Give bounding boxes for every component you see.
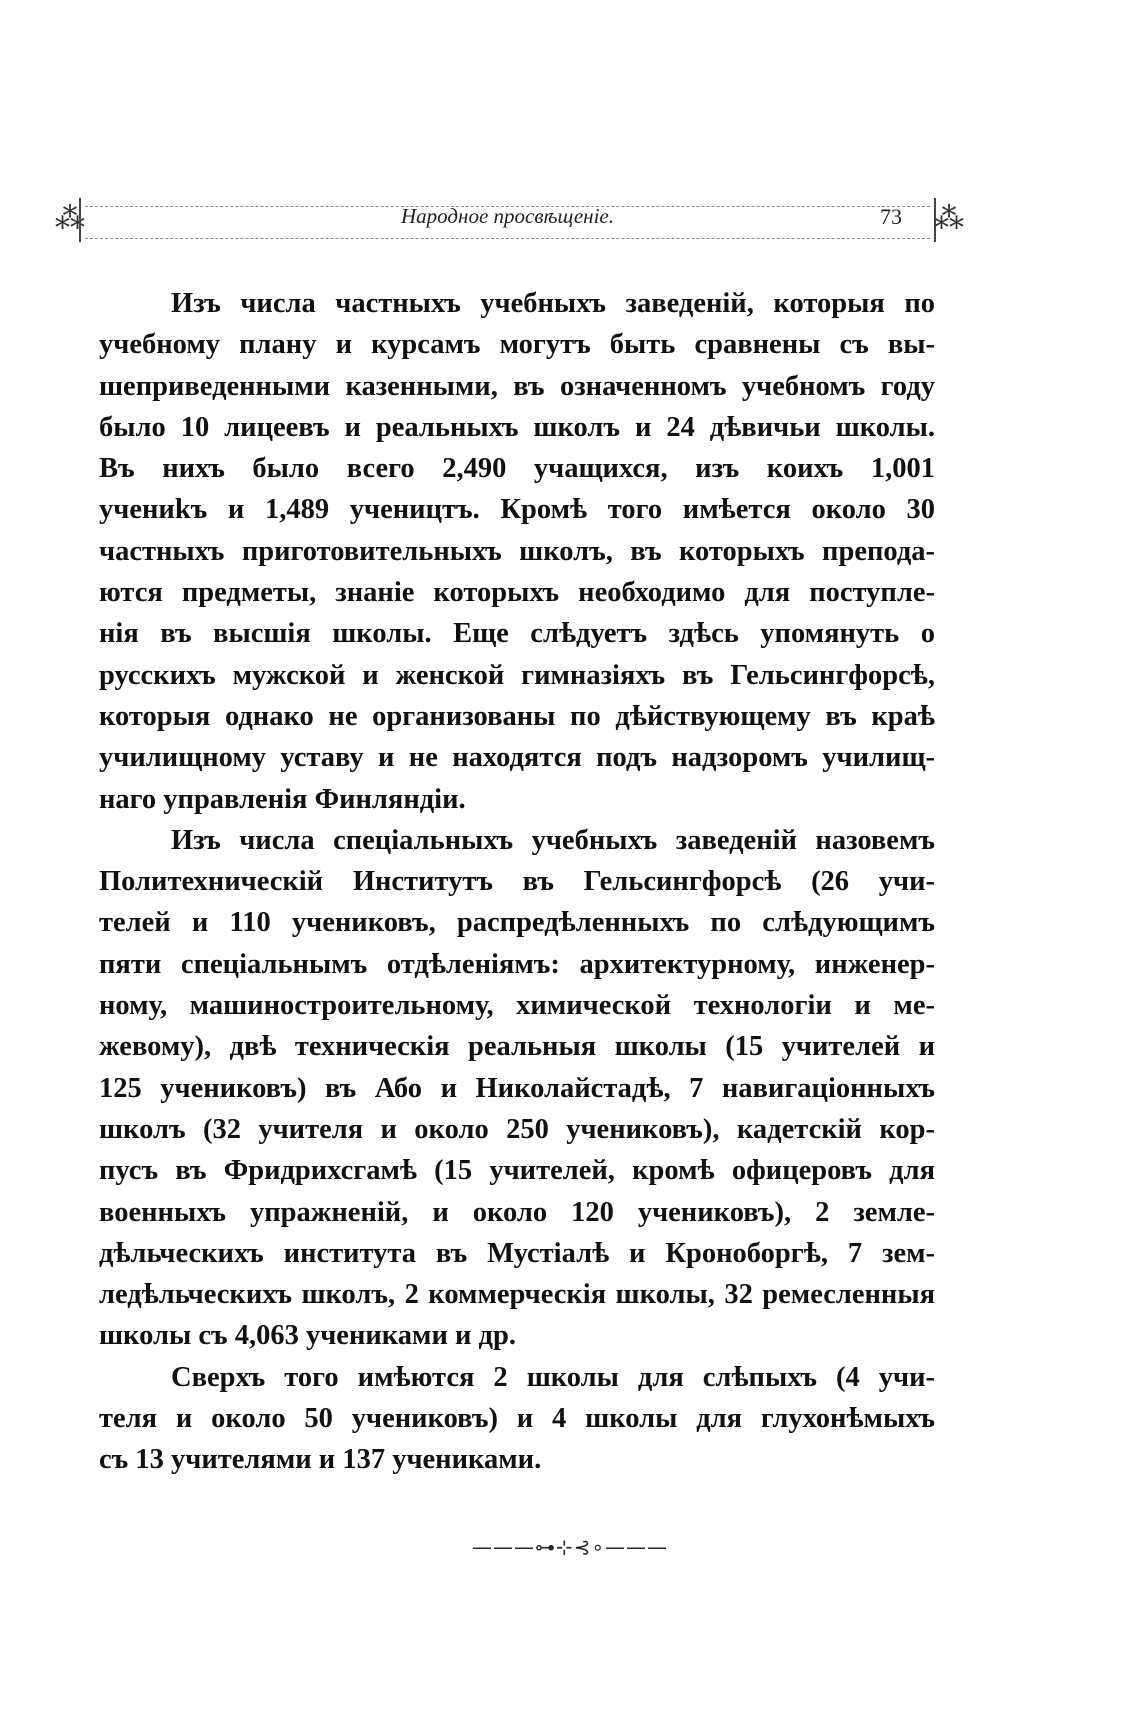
text-line: теля и около 50 учениковъ) и 4 школы для глухонѣмыхъ bbox=[99, 1403, 935, 1435]
text-line: жевому), двѣ техническія реальныя школы (15 учителей и bbox=[99, 1031, 935, 1063]
text-line: частныхъ приготовительныхъ школъ, въ которыхъ препода- bbox=[99, 535, 935, 567]
text-line: наго управленія Финляндіи. bbox=[99, 783, 466, 815]
text-line: Изъ числа спеціальныхъ учебныхъ заведеній назовемъ bbox=[171, 824, 935, 856]
paragraph-3 bbox=[99, 1357, 935, 1481]
text-line: школы съ 4,063 учениками и др. bbox=[99, 1320, 516, 1352]
text-line: учениkъ и 1,489 учеництъ. Кромѣ того имѣется около 30 bbox=[99, 494, 935, 526]
text-line: пусъ въ Фридрихсгамѣ (15 учителей, кромѣ офицеровъ для bbox=[99, 1155, 935, 1187]
text-line: телей и 110 учениковъ, распредѣленныхъ по слѣдующимъ bbox=[99, 907, 935, 939]
page-number: 73 bbox=[880, 204, 902, 229]
text-line: Въ нихъ было всего 2,490 учащихся, изъ коихъ 1,001 bbox=[99, 453, 935, 485]
text-line: шеприведенными казенными, въ означенномъ учебномъ году bbox=[99, 370, 935, 402]
text-line: съ 13 учителями и 137 учениками. bbox=[99, 1444, 542, 1476]
header-ornament-right-icon: ⁂ bbox=[934, 201, 964, 236]
text-line: которыя однако не организованы по дѣйствующему въ краѣ bbox=[99, 700, 935, 732]
running-header bbox=[55, 190, 964, 250]
text-line: Сверхъ того имѣются 2 школы для слѣпыхъ (4 учи- bbox=[171, 1361, 935, 1393]
text-line: нія въ высшія школы. Еще слѣдуетъ здѣсь упомянуть о bbox=[99, 618, 935, 650]
text-line: русскихъ мужской и женской гимназіяхъ въ Гельсингфорсѣ, bbox=[99, 659, 935, 691]
paragraph-2 bbox=[99, 820, 935, 1357]
text-line: Изъ числа частныхъ учебныхъ заведеній, которыя по bbox=[171, 288, 935, 319]
text-line: училищному уставу и не находятся подъ надзоромъ училищ- bbox=[99, 742, 935, 774]
paragraph-1 bbox=[99, 283, 935, 820]
text-line: ются предметы, знаніе которыхъ необходимо для поступле- bbox=[99, 577, 935, 609]
header-ornament-left-icon: ⁂ bbox=[55, 201, 85, 236]
text-line: дѣльческихъ института въ Мустіалѣ и Кроноборгѣ, 7 зем- bbox=[99, 1237, 935, 1269]
header-rule-bottom bbox=[85, 238, 930, 239]
text-line: ледѣльческихъ школъ, 2 коммерческія школы, 32 ремесленныя bbox=[99, 1279, 935, 1311]
text-line: 125 учениковъ) въ Або и Николайстадѣ, 7 навигаціонныхъ bbox=[99, 1072, 935, 1104]
running-title: Народное просвѣщеніе. bbox=[401, 204, 614, 228]
text-line: ному, машиностроительному, химической технологіи и ме- bbox=[99, 990, 935, 1022]
text-line: было 10 лицеевъ и реальныхъ школъ и 24 дѣвичьи школы. bbox=[99, 411, 935, 443]
text-line: учебному плану и курсамъ могутъ быть сравнены съ вы- bbox=[99, 329, 935, 361]
end-ornament-icon: ———⊶⊹⊰∘——— bbox=[471, 1535, 669, 1559]
text-line: военныхъ упражненій, и около 120 учениковъ), 2 земле- bbox=[99, 1196, 935, 1228]
text-line: Политехническій Институтъ въ Гельсингфорсѣ (26 учи- bbox=[99, 866, 935, 898]
body-text bbox=[99, 283, 935, 1481]
text-line: школъ (32 учителя и около 250 учениковъ), кадетскій кор- bbox=[99, 1113, 935, 1145]
text-line: пяти спеціальнымъ отдѣленіямъ: архитектурному, инженер- bbox=[99, 948, 935, 980]
